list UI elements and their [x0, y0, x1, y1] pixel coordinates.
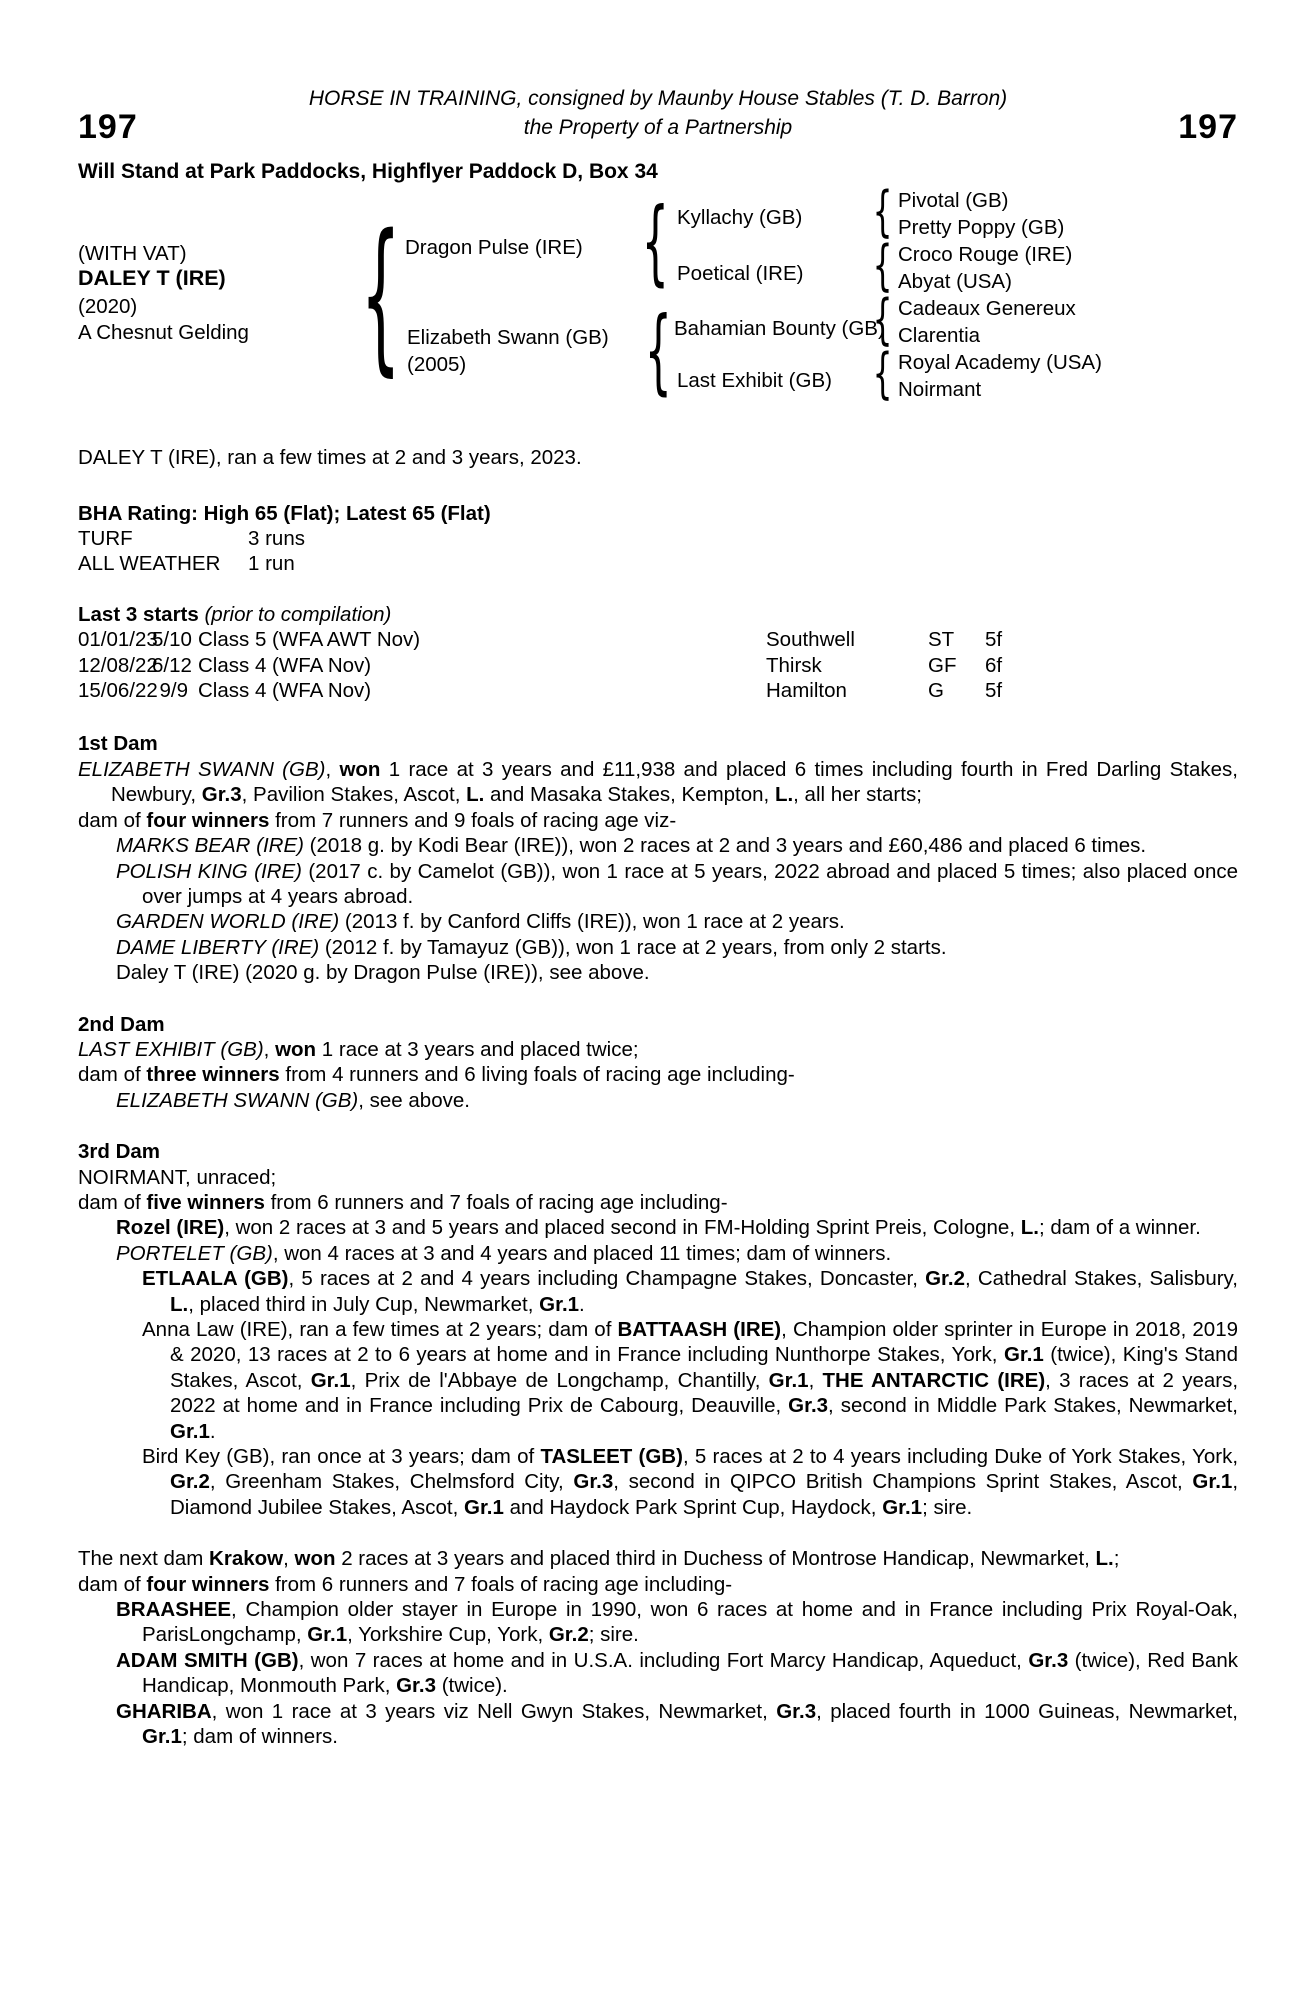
- text-segment: (2018 g. by Kodi Bear (IRE)), won 2 races at 2 and 3 years and £60,486 and placed 6 times.: [303, 834, 1147, 858]
- para-daley-t: [78, 960, 1238, 985]
- lot-number-left: 197: [78, 108, 138, 147]
- text-segment: 1 race at 3 years and £11,938 and placed 6 times including fourth in Fred Darling Stakes, Newbury,: [111, 757, 1238, 807]
- start-going: G: [928, 679, 944, 703]
- start-distance: 5f: [985, 628, 1003, 652]
- text-segment: Gr.1: [882, 1495, 923, 1519]
- bha-rating-line: BHA Rating: High 65 (Flat); Latest 65 (Flat): [78, 501, 491, 525]
- race-summary-line: DALEY T (IRE), ran a few times at 2 and 3 years, 2023.: [78, 446, 582, 470]
- dam-name: Elizabeth Swann (GB): [407, 326, 609, 350]
- lot-number-right: 197: [1178, 108, 1238, 147]
- text-segment: four winners: [146, 808, 270, 832]
- start-position: 9/9: [159, 679, 188, 703]
- last-start-row: [78, 678, 1238, 703]
- text-segment: Gr.3: [201, 783, 242, 807]
- text-segment: dam of: [78, 1063, 147, 1087]
- start-course: Southwell: [766, 628, 855, 652]
- consignment-line: HORSE IN TRAINING, consigned by Maunby House Stables (T. D. Barron): [308, 87, 1008, 110]
- last-starts-heading: [78, 602, 1238, 627]
- gen4-name: Abyat (USA): [898, 270, 1012, 294]
- para-polish-king: [78, 859, 1238, 910]
- lot-row: [78, 108, 1238, 147]
- para-dame-liberty: [78, 935, 1238, 960]
- text-segment: three winners: [146, 1063, 280, 1087]
- text-segment: , Greenham Stakes, Chelmsford City,: [209, 1470, 574, 1494]
- text-segment: Gr.1: [142, 1725, 182, 1749]
- second-dam-heading: [78, 1012, 1238, 1037]
- gen4-name: Cadeaux Genereux: [898, 297, 1076, 321]
- sire-name: Dragon Pulse (IRE): [405, 236, 583, 260]
- text-segment: The next dam: [78, 1547, 210, 1571]
- vat-note: (WITH VAT): [78, 242, 187, 266]
- para-braashee: [78, 1597, 1238, 1648]
- pedigree-brace: {: [873, 287, 893, 351]
- para-last-exhibit: [78, 1037, 1238, 1062]
- text-segment: POLISH KING (IRE): [116, 859, 302, 883]
- pedigree-brace: {: [641, 187, 669, 296]
- text-segment: , see above.: [358, 1088, 470, 1112]
- dam-sections: [78, 731, 1238, 1749]
- text-segment: , Diamond Jubilee Stakes, Ascot,: [170, 1470, 1239, 1519]
- text-segment: ; sire.: [922, 1495, 973, 1519]
- last-start-row: [78, 627, 1238, 652]
- text-segment: BATTAASH (IRE): [617, 1318, 782, 1341]
- start-course: Thirsk: [766, 653, 822, 677]
- para-dam-of-three-winners: [78, 1062, 1238, 1087]
- para-portelet: [78, 1241, 1238, 1266]
- text-segment: L.: [466, 783, 485, 807]
- para-marks-bear: [78, 833, 1238, 858]
- surface-runs: 3 runs: [248, 527, 305, 551]
- start-going: ST: [928, 628, 955, 652]
- text-segment: DAME LIBERTY (IRE): [116, 935, 320, 959]
- text-segment: , placed third in July Cup, Newmarket,: [188, 1292, 540, 1316]
- horse-foaled-year: (2020): [78, 295, 138, 319]
- pedigree-brace: {: [360, 199, 402, 392]
- text-segment: 1 race at 3 years and placed twice;: [316, 1037, 639, 1061]
- text-segment: L.: [1095, 1547, 1114, 1571]
- para-rozel: [78, 1215, 1238, 1240]
- text-segment: Gr.1: [539, 1292, 580, 1316]
- text-segment: (2017 c. by Camelot (GB)), won 1 race at 5 years, 2022 abroad and placed 5 times; also placed once over jumps at 4 years abroad.: [142, 859, 1238, 908]
- para-dam-of-four-winners: [78, 808, 1238, 833]
- text-segment: .: [579, 1292, 585, 1316]
- text-segment: from 4 runners and 6 living foals of racing age including-: [279, 1063, 795, 1087]
- text-segment: (2012 f. by Tamayuz (GB)), won 1 race at 2 years, from only 2 starts.: [319, 935, 947, 959]
- text-segment: GHARIBA: [116, 1699, 212, 1723]
- text-segment: 1st Dam: [78, 732, 158, 756]
- para-garden-world: [78, 909, 1238, 934]
- surface-label: TURF: [78, 527, 133, 551]
- surface-row-turf: [78, 526, 1238, 551]
- text-segment: Gr.3: [788, 1394, 829, 1418]
- property-line: the Property of a Partnership: [523, 116, 793, 140]
- start-distance: 5f: [985, 679, 1003, 703]
- text-segment: MARKS BEAR (IRE): [116, 834, 304, 858]
- text-segment: (twice), King's Stand Stakes, Ascot,: [170, 1343, 1238, 1392]
- text-segment: , second in Middle Park Stakes, Newmarket,: [828, 1394, 1238, 1418]
- text-segment: (twice), Red Bank Handicap, Monmouth Park,: [142, 1648, 1238, 1698]
- text-segment: 3rd Dam: [78, 1140, 161, 1164]
- para-krakow: [78, 1546, 1238, 1571]
- start-course: Hamilton: [766, 679, 847, 703]
- text-segment: (twice).: [436, 1674, 508, 1698]
- text-segment: five winners: [146, 1190, 265, 1214]
- para-dam-of-five-winners: [78, 1190, 1238, 1215]
- sire-dam-name: Poetical (IRE): [677, 262, 804, 286]
- text-segment: Gr.1: [170, 1419, 210, 1443]
- para-noirmant: [78, 1165, 1238, 1190]
- para-adam-smith: [78, 1648, 1238, 1699]
- start-race: Class 4 (WFA Nov): [198, 653, 372, 677]
- text-segment: , Yorkshire Cup, York,: [347, 1623, 549, 1647]
- gen4-name: Clarentia: [898, 324, 981, 348]
- text-segment: , Cathedral Stakes, Salisbury,: [965, 1267, 1238, 1291]
- text-segment: from 6 runners and 7 foals of racing age including-: [269, 1572, 733, 1596]
- text-segment: Krakow: [209, 1547, 284, 1571]
- text-segment: ; sire.: [588, 1623, 639, 1647]
- text-segment: won: [275, 1037, 317, 1061]
- horse-description: A Chesnut Gelding: [78, 321, 249, 345]
- text-segment: Gr.2: [925, 1267, 965, 1291]
- text-segment: Gr.1: [1192, 1470, 1233, 1494]
- text-segment: Daley T (IRE) (2020 g. by Dragon Pulse (IRE)), see above.: [116, 961, 650, 985]
- text-segment: , Champion older stayer in Europe in 1990, won 6 races at home and in France including Prix Royal-Oak, ParisLongchamp,: [142, 1598, 1238, 1647]
- text-segment: and Masaka Stakes, Kempton,: [484, 783, 775, 807]
- last-starts-subtitle: (prior to compilation): [204, 602, 392, 626]
- dam-dam-name: Last Exhibit (GB): [677, 369, 832, 393]
- surface-label: ALL WEATHER: [78, 552, 221, 576]
- text-segment: , Champion older sprinter in Europe in 2018, 2019 & 2020, 13 races at 2 to 6 years at home and in France including Nunthorpe Stakes, York,: [170, 1318, 1238, 1367]
- start-date: 15/06/22: [78, 679, 158, 703]
- text-segment: Gr.1: [464, 1495, 504, 1519]
- text-segment: ELIZABETH SWANN (GB): [78, 757, 326, 781]
- text-segment: , placed fourth in 1000 Guineas, Newmarket,: [816, 1699, 1238, 1723]
- text-segment: Bird Key (GB), ran once at 3 years; dam of: [142, 1445, 541, 1469]
- para-elizabeth-swann-ref: [78, 1088, 1238, 1113]
- text-segment: , won 1 race at 3 years viz Nell Gwyn Stakes, Newmarket,: [211, 1699, 777, 1723]
- surface-row-all-weather: [78, 551, 1238, 576]
- text-segment: dam of: [78, 1190, 147, 1214]
- text-segment: Gr.1: [307, 1623, 348, 1647]
- text-segment: PORTELET (GB): [116, 1241, 273, 1265]
- text-segment: ; dam of winners.: [181, 1725, 338, 1749]
- start-date: 12/08/22: [78, 653, 158, 677]
- text-segment: L.: [1020, 1216, 1039, 1240]
- gen4-name: Pretty Poppy (GB): [898, 216, 1065, 240]
- text-segment: , 5 races at 2 to 4 years including Duke of York Stakes, York,: [682, 1445, 1239, 1469]
- text-segment: .: [209, 1419, 216, 1443]
- text-segment: , second in QIPCO British Champions Sprint Stakes, Ascot,: [613, 1470, 1193, 1494]
- text-segment: , won 2 races at 3 and 5 years and placed second in FM-Holding Sprint Preis, Cologne,: [224, 1216, 1021, 1240]
- para-anna-law: [78, 1317, 1238, 1444]
- text-segment: , 5 races at 2 and 4 years including Champagne Stakes, Doncaster,: [288, 1267, 926, 1291]
- text-segment: LAST EXHIBIT (GB): [78, 1037, 264, 1061]
- text-segment: won: [294, 1547, 336, 1571]
- text-segment: ,: [325, 757, 340, 781]
- text-segment: 2nd Dam: [78, 1012, 165, 1036]
- text-segment: Gr.1: [1003, 1343, 1044, 1367]
- text-segment: NOIRMANT, unraced;: [78, 1165, 277, 1189]
- text-segment: , won 7 races at home and in U.S.A. including Fort Marcy Handicap, Aqueduct,: [298, 1648, 1029, 1672]
- first-dam-heading: [78, 731, 1238, 756]
- pedigree-brace: {: [873, 341, 893, 405]
- text-segment: won: [339, 757, 381, 781]
- text-segment: , won 4 races at 3 and 4 years and placed 11 times; dam of winners.: [272, 1241, 892, 1265]
- text-segment: four winners: [146, 1572, 270, 1596]
- para-bird-key: [78, 1444, 1238, 1520]
- para-dam-of-four-winners-2: [78, 1572, 1238, 1597]
- sire-sire-name: Kyllachy (GB): [677, 206, 803, 230]
- text-segment: Anna Law (IRE), ran a few times at 2 years; dam of: [142, 1318, 618, 1341]
- gen4-name: Croco Rouge (IRE): [898, 243, 1073, 267]
- text-segment: Gr.1: [310, 1368, 351, 1392]
- start-date: 01/01/23: [78, 628, 158, 652]
- text-segment: Gr.3: [1028, 1648, 1069, 1672]
- text-segment: Rozel (IRE): [116, 1216, 225, 1240]
- gen4-name: Noirmant: [898, 378, 982, 402]
- last-start-row: [78, 653, 1238, 678]
- start-distance: 6f: [985, 653, 1003, 677]
- text-segment: , all her starts;: [793, 783, 922, 807]
- text-segment: THE ANTARCTIC (IRE): [822, 1368, 1046, 1392]
- para-etlaala: [78, 1266, 1238, 1317]
- text-segment: dam of: [78, 808, 147, 832]
- gen4-name: Royal Academy (USA): [898, 351, 1102, 375]
- text-segment: (2013 f. by Canford Cliffs (IRE)), won 1 race at 2 years.: [339, 910, 845, 934]
- text-segment: , Prix de l'Abbaye de Longchamp, Chantilly,: [350, 1368, 769, 1392]
- start-position: 5/10: [152, 628, 192, 652]
- text-segment: Gr.3: [396, 1674, 436, 1698]
- text-segment: ADAM SMITH (GB): [116, 1648, 299, 1672]
- text-segment: Gr.3: [776, 1699, 817, 1723]
- last-starts-section: [78, 602, 1238, 704]
- text-segment: ELIZABETH SWANN (GB): [116, 1088, 359, 1112]
- pedigree-brace: {: [644, 296, 672, 405]
- text-segment: ,: [808, 1368, 823, 1392]
- text-segment: L.: [170, 1292, 189, 1316]
- para-elizabeth-swann: [78, 757, 1238, 808]
- para-ghariba: [78, 1699, 1238, 1750]
- text-segment: Gr.2: [548, 1623, 589, 1647]
- text-segment: from 6 runners and 7 foals of racing age including-: [264, 1190, 728, 1214]
- gen4-name: Pivotal (GB): [898, 189, 1009, 213]
- start-position: 6/12: [152, 653, 192, 677]
- text-segment: ,: [283, 1547, 295, 1571]
- start-going: GF: [928, 653, 957, 677]
- text-segment: ETLAALA (GB): [142, 1267, 289, 1291]
- pedigree-diagram: [78, 179, 1238, 423]
- text-segment: L.: [774, 783, 794, 807]
- text-segment: Gr.1: [768, 1368, 809, 1392]
- text-segment: dam of: [78, 1572, 147, 1596]
- text-segment: 2 races at 3 years and placed third in Duchess of Montrose Handicap, Newmarket,: [335, 1547, 1096, 1571]
- text-segment: ;: [1113, 1547, 1120, 1571]
- horse-name: DALEY T (IRE): [78, 266, 226, 291]
- text-segment: TASLEET (GB): [540, 1445, 683, 1469]
- text-segment: Gr.3: [573, 1470, 614, 1494]
- text-segment: from 7 runners and 9 foals of racing age viz-: [269, 808, 677, 832]
- last-starts-title: Last 3 starts: [78, 602, 199, 626]
- text-segment: BRAASHEE: [116, 1598, 232, 1622]
- third-dam-heading: [78, 1139, 1238, 1164]
- start-race: Class 5 (WFA AWT Nov): [198, 628, 421, 652]
- text-segment: GARDEN WORLD (IRE): [116, 910, 340, 934]
- pedigree-brace: {: [873, 233, 893, 297]
- dam-sire-name: Bahamian Bounty (GB): [674, 317, 885, 341]
- pedigree-brace: {: [873, 179, 893, 243]
- text-segment: ,: [263, 1037, 276, 1061]
- text-segment: ; dam of a winner.: [1038, 1216, 1201, 1240]
- dam-year: (2005): [407, 353, 467, 377]
- text-segment: Gr.2: [170, 1470, 210, 1494]
- stand-location-line: Will Stand at Park Paddocks, Highflyer Paddock D, Box 34: [78, 159, 658, 183]
- surface-runs: 1 run: [248, 552, 295, 576]
- start-race: Class 4 (WFA Nov): [198, 679, 372, 703]
- text-segment: , 3 races at 2 years, 2022 at home and in France including Prix de Cabourg, Deauville,: [170, 1368, 1239, 1418]
- text-segment: , Pavilion Stakes, Ascot,: [241, 783, 467, 807]
- text-segment: and Haydock Park Sprint Cup, Haydock,: [503, 1495, 883, 1519]
